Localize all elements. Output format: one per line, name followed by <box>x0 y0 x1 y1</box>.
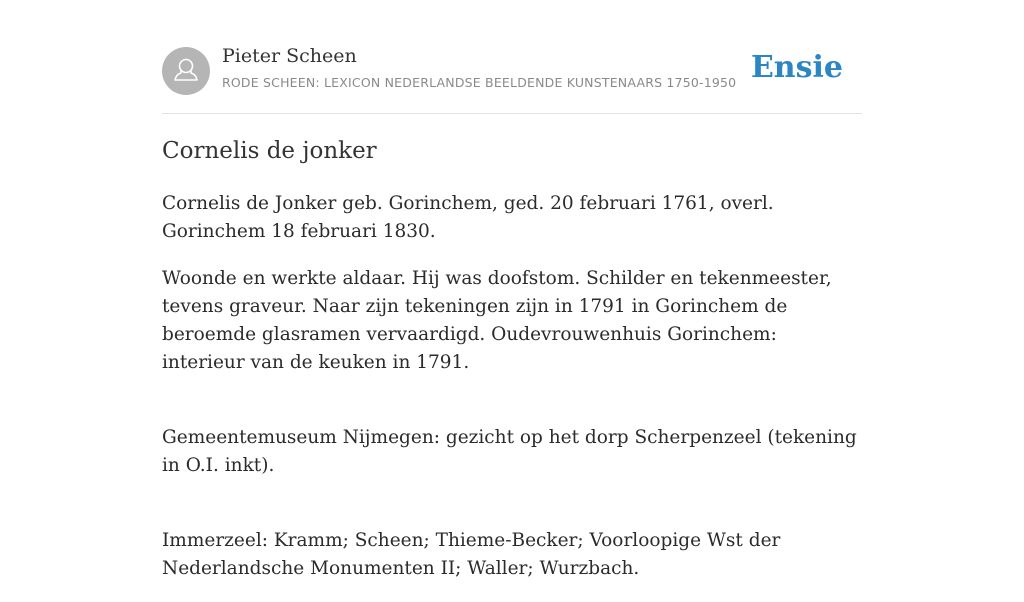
ensie-logo[interactable]: Ensie <box>750 50 843 85</box>
paragraph-spacer <box>162 499 862 527</box>
user-placeholder-icon <box>162 47 210 95</box>
paragraph-literature: Immerzeel: Kramm; Scheen; Thieme-Becker; Voorloopige Wst der Nederlandsche Monumenten II; Waller; Wurzbach. <box>162 530 781 579</box>
source-title[interactable]: RODE SCHEEN: LEXICON NEDERLANDSE BEELDENDE KUNSTENAARS 1750-1950 <box>222 75 737 90</box>
paragraph-collection: Gemeentemuseum Nijmegen: gezicht op het dorp Scherpenzeel (tekening in O.I. inkt). <box>162 427 857 476</box>
article-container <box>162 0 862 579</box>
author-name[interactable]: Pieter Scheen <box>222 45 357 67</box>
paragraph-spacer <box>162 396 862 424</box>
paragraph-biography: Woonde en werkte aldaar. Hij was doofstom. Schilder en tekenmeester, tevens graveur. Naar zijn tekeningen zijn in 1791 in Gorinchem de beroemde glasramen vervaardigd. Oudevrouwenhuis Gorinchem: interieur van de keuken in 1791. <box>162 268 832 373</box>
article-body <box>162 190 862 602</box>
article-title: Cornelis de jonker <box>162 138 377 164</box>
author-avatar[interactable] <box>162 47 210 95</box>
article-header <box>162 0 862 114</box>
paragraph-birth: Cornelis de Jonker geb. Gorinchem, ged. 20 februari 1761, overl. Gorinchem 18 februari 1830. <box>162 193 774 242</box>
